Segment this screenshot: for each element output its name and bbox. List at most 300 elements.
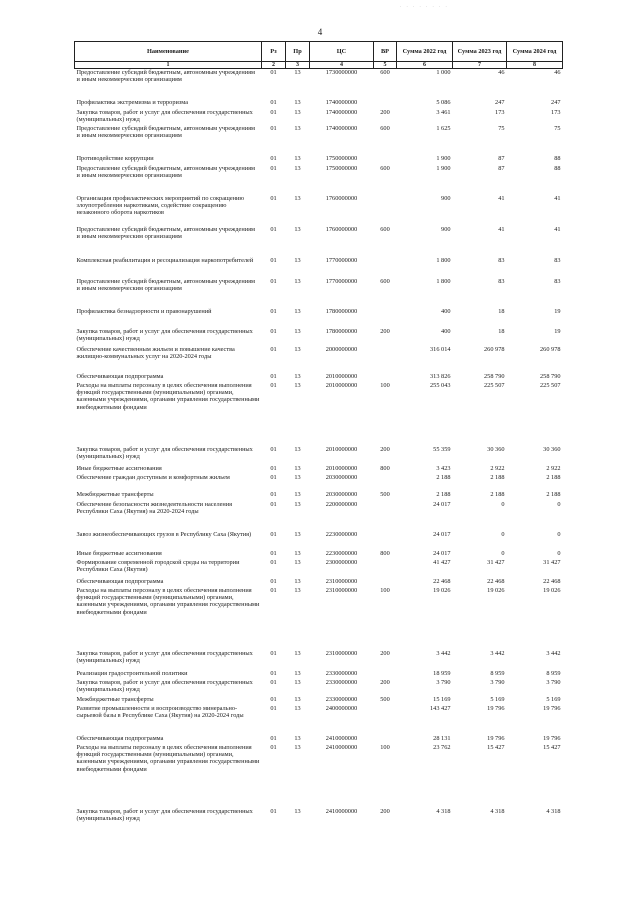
row-pr: 13 [294, 473, 301, 481]
row-sum-2022: 15 169 [433, 695, 451, 703]
row-name: Профилактика экстремизма и терроризма [76, 98, 188, 106]
row-sum-2022: 1 900 [436, 164, 451, 172]
row-sum-2023: 87 [498, 164, 505, 172]
row-sum-2023: 3 442 [490, 649, 505, 657]
row-cs: 2330000000 [325, 678, 358, 686]
row-sum-2024: 19 026 [543, 586, 561, 594]
row-name: Формирование современной городской среды на территории Республики Саха (Якутия) [76, 558, 240, 573]
row-sum-2022: 400 [441, 327, 451, 335]
row-vr [374, 257, 397, 278]
row-rz: 01 [270, 669, 277, 677]
row-name: Обеспечивающая подпрограмма [76, 577, 164, 585]
row-vr: 500 [380, 695, 390, 703]
row-cs: 2330000000 [325, 669, 358, 677]
row-sum-2023: 5 169 [490, 695, 505, 703]
row-sum-2023: 2 188 [490, 473, 505, 481]
row-rz: 01 [270, 445, 277, 453]
row-vr: 500 [380, 490, 390, 498]
row-pr: 13 [294, 734, 301, 742]
row-pr: 13 [294, 807, 301, 815]
row-pr: 13 [294, 345, 301, 353]
row-sum-2023: 4 318 [490, 807, 505, 815]
row-rz: 01 [270, 69, 277, 76]
row-cs: 1770000000 [325, 277, 358, 285]
row-pr: 13 [294, 695, 301, 703]
row-name: Предоставление субсидий бюджетным, автономным учреждениям и иным некоммерческим организациям [76, 164, 255, 179]
table-body [75, 69, 563, 825]
row-name: Межбюджетные трансферты [76, 490, 154, 498]
column-number: 6 [397, 62, 453, 69]
row-vr: 600 [380, 124, 390, 132]
row-vr: 100 [380, 381, 390, 389]
table-row [75, 474, 563, 491]
table-row [75, 501, 563, 531]
row-sum-2022: 55 359 [433, 445, 451, 453]
row-name: Закупка товаров, работ и услуг для обеспечения государственных (муниципальных) нужд [76, 678, 253, 693]
row-sum-2022: 19 026 [433, 586, 451, 594]
row-sum-2022: 900 [441, 225, 451, 233]
row-rz: 01 [270, 577, 277, 585]
row-name: Развитие промышленности и воспроизводство минерально-сырьевой базы в Республике Саха (Якутия) на 2020-2024 годы [76, 704, 244, 719]
row-vr: 600 [380, 69, 390, 76]
row-name: Противодействие коррупции [76, 154, 154, 162]
row-name: Реализация градостроительной политики [76, 669, 188, 677]
table-row [75, 328, 563, 346]
row-name: Иные бюджетные ассигнования [76, 464, 162, 472]
row-sum-2022: 1 800 [436, 256, 451, 264]
row-pr: 13 [294, 743, 301, 751]
row-pr: 13 [294, 500, 301, 508]
row-sum-2023: 0 [501, 549, 505, 557]
row-name: Обеспечение безопасности жизнедеятельности населения Республики Саха (Якутия) на 2020-2024 годы [76, 500, 233, 515]
row-sum-2023: 2 188 [490, 490, 505, 498]
row-cs: 2410000000 [325, 743, 358, 751]
table-row [75, 559, 563, 578]
row-rz: 01 [270, 734, 277, 742]
table-row [75, 125, 563, 155]
row-sum-2023: 2 922 [490, 464, 505, 472]
row-sum-2022: 255 043 [430, 381, 451, 389]
row-sum-2024: 2 188 [546, 473, 561, 481]
row-sum-2024: 225 507 [540, 381, 561, 389]
row-vr: 200 [380, 108, 390, 116]
row-cs: 2200000000 [325, 500, 358, 508]
row-sum-2022: 2 188 [436, 473, 451, 481]
row-sum-2024: 41 [554, 225, 561, 233]
row-pr: 13 [294, 549, 301, 557]
row-sum-2024: 88 [554, 154, 561, 162]
row-rz: 01 [270, 649, 277, 657]
row-sum-2024: 83 [554, 277, 561, 285]
row-sum-2024: 83 [554, 256, 561, 264]
row-vr [374, 501, 397, 531]
row-rz: 01 [270, 500, 277, 508]
row-cs: 1750000000 [325, 164, 358, 172]
column-number: 8 [507, 62, 563, 69]
row-name: Закупка товаров, работ и услуг для обеспечения государственных (муниципальных) нужд [76, 108, 253, 123]
row-rz: 01 [270, 108, 277, 116]
table-row [75, 257, 563, 278]
row-sum-2023: 247 [495, 98, 505, 106]
row-pr: 13 [294, 669, 301, 677]
row-rz: 01 [270, 807, 277, 815]
row-vr [374, 99, 397, 109]
table-row [75, 670, 563, 679]
row-name: Закупка товаров, работ и услуг для обеспечения государственных (муниципальных) нужд [76, 445, 253, 460]
row-cs: 2010000000 [325, 464, 358, 472]
table-row [75, 69, 563, 99]
row-rz: 01 [270, 530, 277, 538]
row-sum-2024: 258 790 [540, 372, 561, 380]
row-cs: 2400000000 [325, 704, 358, 712]
row-sum-2023: 87 [498, 154, 505, 162]
row-sum-2024: 3 790 [546, 678, 561, 686]
row-cs: 2010000000 [325, 445, 358, 453]
row-sum-2024: 2 188 [546, 490, 561, 498]
row-vr [374, 346, 397, 373]
row-sum-2023: 173 [495, 108, 505, 116]
row-name: Профилактика безнадзорности и правонарушений [76, 307, 212, 315]
table-row [75, 195, 563, 226]
row-rz: 01 [270, 225, 277, 233]
row-pr: 13 [294, 277, 301, 285]
row-sum-2023: 260 978 [484, 345, 505, 353]
row-cs: 1780000000 [325, 307, 358, 315]
row-sum-2024: 41 [554, 194, 561, 202]
table-row [75, 373, 563, 382]
row-sum-2024: 260 978 [540, 345, 561, 353]
row-sum-2024: 4 318 [546, 807, 561, 815]
header-rz: Рз [262, 42, 286, 62]
row-rz: 01 [270, 372, 277, 380]
row-sum-2024: 0 [557, 500, 561, 508]
row-sum-2022: 1 900 [436, 154, 451, 162]
row-cs: 2010000000 [325, 381, 358, 389]
row-sum-2022: 24 017 [433, 530, 451, 538]
row-vr [374, 531, 397, 550]
row-name: Предоставление субсидий бюджетным, автономным учреждениям и иным некоммерческим организациям [76, 277, 255, 292]
row-cs: 1760000000 [325, 225, 358, 233]
row-name: Предоставление субсидий бюджетным, автономным учреждениям и иным некоммерческим организациям [76, 124, 255, 139]
row-cs: 1780000000 [325, 327, 358, 335]
row-sum-2023: 19 026 [487, 586, 505, 594]
row-sum-2024: 2 922 [546, 464, 561, 472]
row-sum-2023: 75 [498, 124, 505, 132]
row-sum-2022: 143 427 [430, 704, 451, 712]
row-vr [374, 670, 397, 679]
row-sum-2022: 24 017 [433, 500, 451, 508]
row-sum-2023: 41 [498, 194, 505, 202]
table-row [75, 346, 563, 373]
row-rz: 01 [270, 124, 277, 132]
row-sum-2022: 4 318 [436, 807, 451, 815]
column-number: 5 [374, 62, 397, 69]
table-row [75, 578, 563, 587]
row-sum-2022: 22 468 [433, 577, 451, 585]
row-vr [374, 474, 397, 491]
row-sum-2023: 225 507 [484, 381, 505, 389]
table-row [75, 278, 563, 308]
row-sum-2022: 900 [441, 194, 451, 202]
row-rz: 01 [270, 194, 277, 202]
row-pr: 13 [294, 704, 301, 712]
row-pr: 13 [294, 69, 301, 76]
row-sum-2022: 313 826 [430, 372, 451, 380]
row-vr: 200 [380, 807, 390, 815]
row-cs: 2310000000 [325, 577, 358, 585]
row-name: Организация профилактических мероприятий по сокращению злоупотребления наркотиками, содействие сокращению незаконного оборота наркотиков [76, 194, 245, 217]
row-sum-2023: 18 [498, 307, 505, 315]
row-cs: 1740000000 [325, 124, 358, 132]
row-rz: 01 [270, 743, 277, 751]
row-rz: 01 [270, 549, 277, 557]
header-row [75, 42, 563, 62]
table-row [75, 531, 563, 550]
row-vr: 200 [380, 649, 390, 657]
row-vr [374, 735, 397, 744]
row-sum-2023: 22 468 [487, 577, 505, 585]
column-number-row [75, 62, 563, 69]
row-sum-2024: 5 169 [546, 695, 561, 703]
table-row [75, 165, 563, 195]
row-name: Завоз жизнеобеспечивающих грузов в Республику Саха (Якутия) [76, 530, 252, 538]
row-name: Предоставление субсидий бюджетным, автономным учреждениям и иным некоммерческим организациям [76, 69, 255, 84]
budget-table [74, 41, 563, 825]
row-sum-2023: 41 [498, 225, 505, 233]
row-sum-2022: 41 427 [433, 558, 451, 566]
row-sum-2024: 247 [551, 98, 561, 106]
table-row [75, 465, 563, 474]
row-pr: 13 [294, 154, 301, 162]
column-number: 4 [310, 62, 374, 69]
row-sum-2023: 19 796 [487, 734, 505, 742]
row-cs: 1760000000 [325, 194, 358, 202]
row-sum-2023: 0 [501, 530, 505, 538]
row-cs: 2310000000 [325, 586, 358, 594]
table-row [75, 550, 563, 559]
header-sum-2022: Сумма 2022 год [397, 42, 453, 62]
row-name: Предоставление субсидий бюджетным, автономным учреждениям и иным некоммерческим организациям [76, 225, 255, 240]
row-cs: 2410000000 [325, 807, 358, 815]
row-name: Обеспечивающая подпрограмма [76, 734, 164, 742]
row-vr [374, 195, 397, 226]
table-row [75, 587, 563, 650]
row-name: Закупка товаров, работ и услуг для обеспечения государственных (муниципальных) нужд [76, 649, 253, 664]
row-name: Закупка товаров, работ и услуг для обеспечения государственных (муниципальных) нужд [76, 807, 253, 822]
row-sum-2023: 83 [498, 277, 505, 285]
row-name: Расходы на выплаты персоналу в целях обеспечения выполнения функций государственными (муниципальными) органами, казенными учреждениями, органами управления государственными внебюджетными фондами [76, 743, 260, 773]
row-sum-2024: 0 [557, 530, 561, 538]
row-pr: 13 [294, 586, 301, 594]
row-vr: 600 [380, 225, 390, 233]
row-cs: 2410000000 [325, 734, 358, 742]
header-sum-2024: Сумма 2024 год [507, 42, 563, 62]
row-sum-2023: 46 [498, 69, 505, 76]
row-vr [374, 705, 397, 735]
row-sum-2024: 173 [551, 108, 561, 116]
row-vr: 600 [380, 277, 390, 285]
row-name: Обеспечение качественным жильем и повышение качества жилищно-коммунальных услуг на 2020-2024 годы [76, 345, 235, 360]
row-sum-2024: 46 [554, 69, 561, 76]
table-row [75, 696, 563, 705]
row-sum-2023: 30 360 [487, 445, 505, 453]
row-sum-2024: 0 [557, 549, 561, 557]
row-pr: 13 [294, 124, 301, 132]
column-number: 1 [75, 62, 262, 69]
table-row [75, 744, 563, 808]
table-row [75, 446, 563, 465]
row-pr: 13 [294, 530, 301, 538]
table-row [75, 226, 563, 257]
table-row [75, 650, 563, 670]
row-rz: 01 [270, 307, 277, 315]
row-vr: 200 [380, 327, 390, 335]
row-sum-2022: 1 625 [436, 124, 451, 132]
row-sum-2024: 75 [554, 124, 561, 132]
page-number: 4 [317, 27, 323, 37]
row-sum-2023: 83 [498, 256, 505, 264]
row-cs: 2310000000 [325, 649, 358, 657]
row-vr [374, 308, 397, 328]
table-row [75, 679, 563, 696]
row-sum-2023: 258 790 [484, 372, 505, 380]
header-sum-2023: Сумма 2023 год [453, 42, 507, 62]
row-pr: 13 [294, 678, 301, 686]
row-vr: 600 [380, 164, 390, 172]
row-pr: 13 [294, 577, 301, 585]
row-pr: 13 [294, 327, 301, 335]
row-cs: 2000000000 [325, 345, 358, 353]
row-sum-2023: 19 796 [487, 704, 505, 712]
row-sum-2024: 19 [554, 327, 561, 335]
table-row [75, 308, 563, 328]
row-cs: 2010000000 [325, 372, 358, 380]
row-vr [374, 373, 397, 382]
row-cs: 1770000000 [325, 256, 358, 264]
row-sum-2024: 15 427 [543, 743, 561, 751]
row-pr: 13 [294, 225, 301, 233]
row-sum-2024: 22 468 [543, 577, 561, 585]
row-rz: 01 [270, 381, 277, 389]
row-sum-2022: 28 131 [433, 734, 451, 742]
row-vr: 800 [380, 549, 390, 557]
row-cs: 2030000000 [325, 490, 358, 498]
row-pr: 13 [294, 649, 301, 657]
table-row [75, 491, 563, 501]
header-pr: Пр [286, 42, 310, 62]
row-vr [374, 578, 397, 587]
row-rz: 01 [270, 586, 277, 594]
row-sum-2022: 5 086 [436, 98, 451, 106]
row-rz: 01 [270, 345, 277, 353]
row-pr: 13 [294, 558, 301, 566]
row-rz: 01 [270, 277, 277, 285]
row-sum-2022: 3 442 [436, 649, 451, 657]
row-rz: 01 [270, 704, 277, 712]
row-sum-2024: 19 796 [543, 734, 561, 742]
row-rz: 01 [270, 695, 277, 703]
row-vr [374, 155, 397, 165]
row-sum-2022: 400 [441, 307, 451, 315]
row-pr: 13 [294, 98, 301, 106]
row-pr: 13 [294, 256, 301, 264]
row-rz: 01 [270, 490, 277, 498]
row-vr: 100 [380, 586, 390, 594]
row-pr: 13 [294, 307, 301, 315]
row-pr: 13 [294, 194, 301, 202]
row-vr: 200 [380, 678, 390, 686]
header-name: Наименование [75, 42, 262, 62]
row-pr: 13 [294, 164, 301, 172]
row-pr: 13 [294, 381, 301, 389]
row-sum-2022: 24 017 [433, 549, 451, 557]
row-pr: 13 [294, 464, 301, 472]
row-vr: 100 [380, 743, 390, 751]
row-sum-2022: 3 790 [436, 678, 451, 686]
row-sum-2022: 1 000 [436, 69, 451, 76]
column-number: 3 [286, 62, 310, 69]
row-name: Закупка товаров, работ и услуг для обеспечения государственных (муниципальных) нужд [76, 327, 253, 342]
column-number: 2 [262, 62, 286, 69]
table-row [75, 808, 563, 825]
row-rz: 01 [270, 678, 277, 686]
row-pr: 13 [294, 490, 301, 498]
row-rz: 01 [270, 327, 277, 335]
table-row [75, 109, 563, 125]
row-sum-2024: 31 427 [543, 558, 561, 566]
row-name: Расходы на выплаты персоналу в целях обеспечения выполнения функций государственными (муниципальными) органами, казенными учреждениями, органами управления государственными внебюджетными фондами [76, 381, 260, 411]
row-sum-2024: 3 442 [546, 649, 561, 657]
row-rz: 01 [270, 558, 277, 566]
row-cs: 1740000000 [325, 108, 358, 116]
row-rz: 01 [270, 256, 277, 264]
row-rz: 01 [270, 98, 277, 106]
row-name: Обеспечивающая подпрограмма [76, 372, 164, 380]
row-cs: 1730000000 [325, 69, 358, 76]
table-row [75, 735, 563, 744]
row-rz: 01 [270, 473, 277, 481]
row-cs: 2230000000 [325, 530, 358, 538]
table-header [75, 42, 563, 69]
row-pr: 13 [294, 445, 301, 453]
row-rz: 01 [270, 154, 277, 162]
row-sum-2024: 88 [554, 164, 561, 172]
row-pr: 13 [294, 372, 301, 380]
row-sum-2024: 30 360 [543, 445, 561, 453]
row-vr: 800 [380, 464, 390, 472]
row-rz: 01 [270, 164, 277, 172]
row-sum-2022: 23 762 [433, 743, 451, 751]
row-pr: 13 [294, 108, 301, 116]
row-vr [374, 559, 397, 578]
row-sum-2023: 15 427 [487, 743, 505, 751]
row-name: Комплексная реабилитация и ресоциализация наркопотребителей [76, 256, 254, 264]
row-sum-2023: 31 427 [487, 558, 505, 566]
row-sum-2022: 2 188 [436, 490, 451, 498]
row-name: Межбюджетные трансферты [76, 695, 154, 703]
row-sum-2022: 3 423 [436, 464, 451, 472]
row-sum-2022: 1 800 [436, 277, 451, 285]
row-name: Расходы на выплаты персоналу в целях обеспечения выполнения функций государственными (муниципальными) органами, казенными учреждениями, органами управления государственными внебюджетными фондами [76, 586, 260, 616]
row-sum-2023: 18 [498, 327, 505, 335]
row-sum-2022: 18 959 [433, 669, 451, 677]
row-sum-2023: 8 959 [490, 669, 505, 677]
table-row [75, 705, 563, 735]
row-rz: 01 [270, 464, 277, 472]
row-sum-2022: 3 461 [436, 108, 451, 116]
row-cs: 2330000000 [325, 695, 358, 703]
row-sum-2024: 19 [554, 307, 561, 315]
